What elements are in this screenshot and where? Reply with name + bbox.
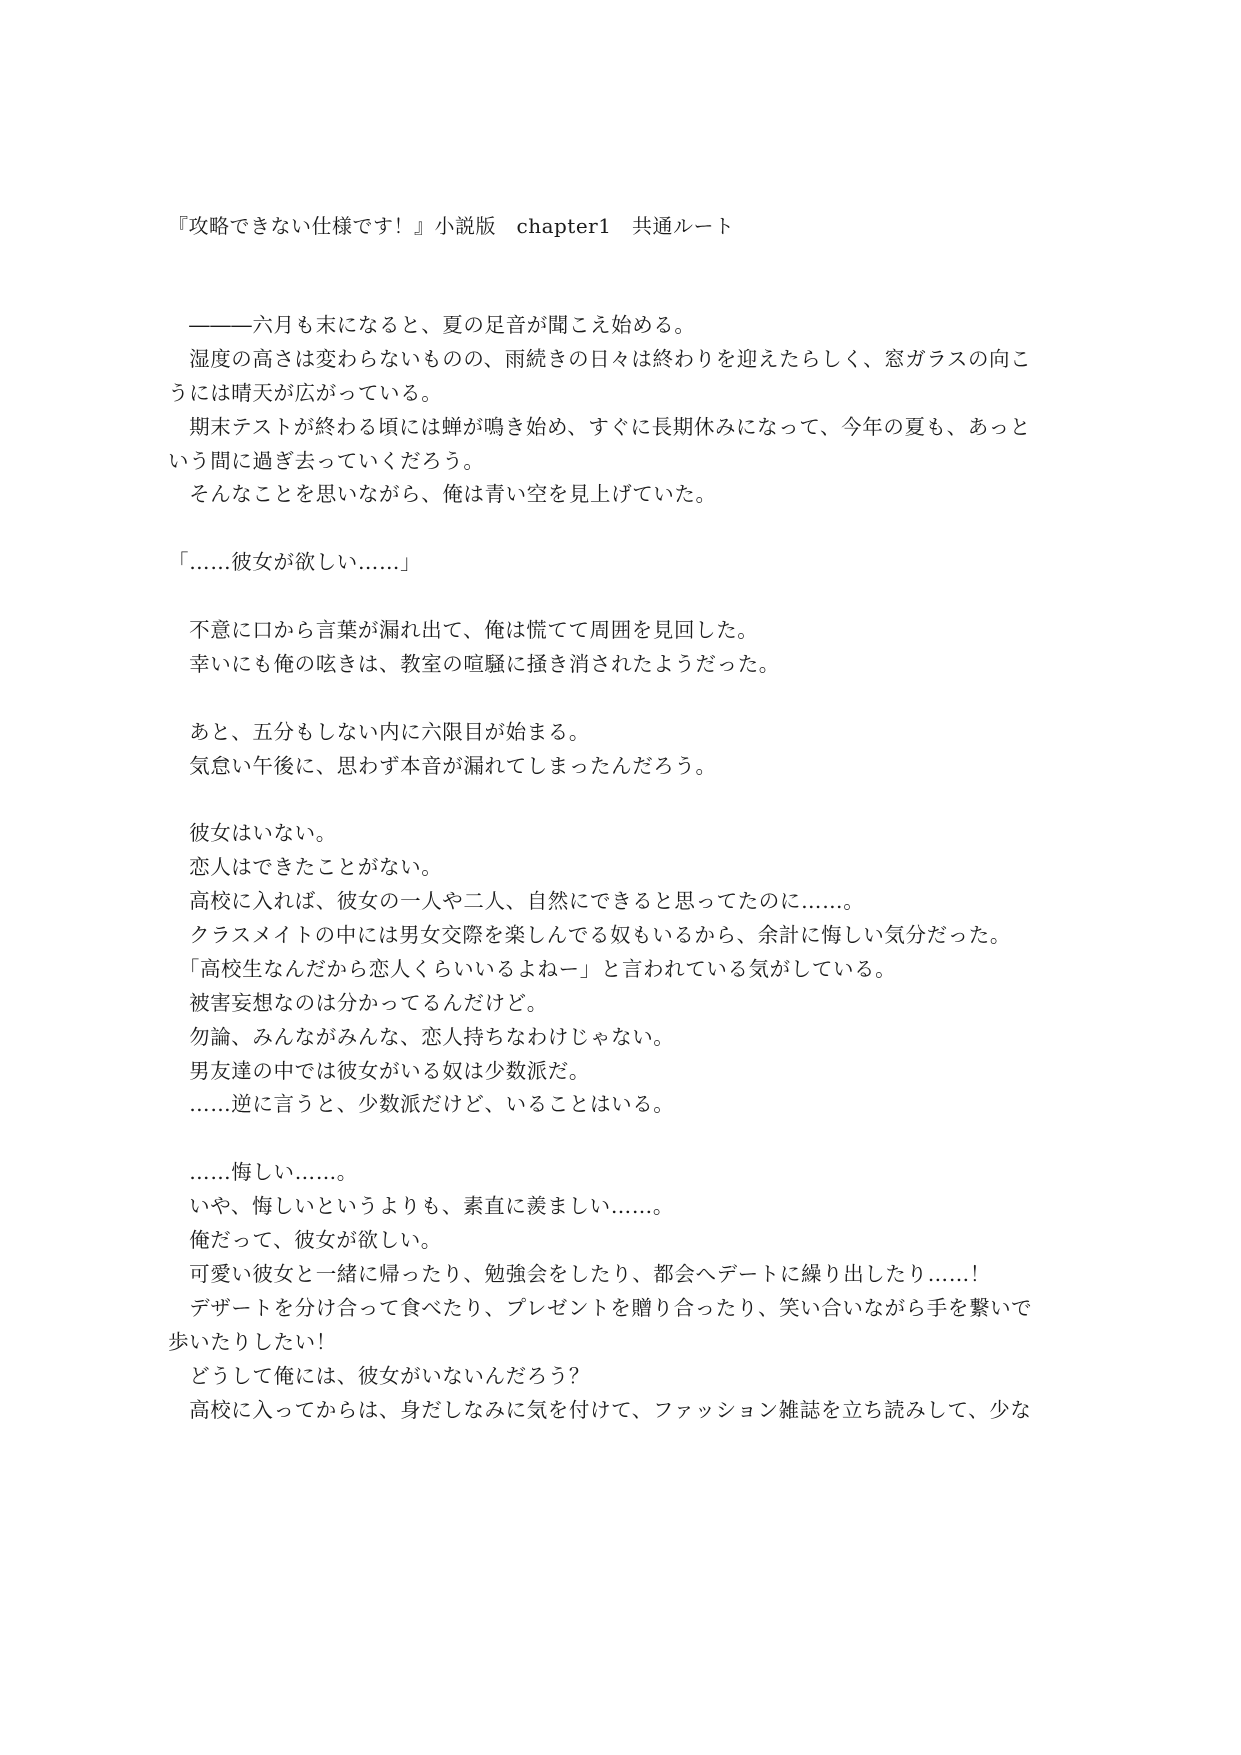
text-line: デザートを分け合って食べたり、プレゼントを贈り合ったり、笑い合いながら手を繋いで [168, 1295, 1033, 1320]
text-line: 湿度の高さは変わらないものの、雨続きの日々は終わりを迎えたらしく、窓ガラスの向こ [168, 346, 1032, 371]
text-line: 歩いたりしたい！ [168, 1329, 337, 1354]
blank-line [168, 1122, 968, 1156]
text-line: そんなことを思いながら、俺は青い空を見上げていた。 [168, 482, 717, 507]
text-line: 恋人はできたことがない。 [168, 855, 443, 880]
text-line: うには晴天が広がっている。 [168, 380, 443, 405]
document-title: 『攻略できない仕様です！』小説版 chapter1 共通ルート [168, 214, 735, 238]
text-line: 「高校生なんだから恋人くらいいるよねー」と言われている気がしている。 [168, 956, 897, 981]
blank-line [168, 580, 968, 614]
text-line: いや、悔しいというよりも、素直に羨ましい……。 [168, 1194, 674, 1219]
text-line: 幸いにも俺の呟きは、教室の喧騒に掻き消されたようだった。 [168, 651, 780, 676]
text-line: クラスメイトの中には男女交際を楽しんでる奴もいるから、余計に悔しい気分だった。 [168, 923, 1011, 948]
text-line: 可愛い彼女と一緒に帰ったり、勉強会をしたり、都会へデートに繰り出したり……！ [168, 1261, 991, 1286]
text-line: 被害妄想なのは分かってるんだけど。 [168, 990, 548, 1015]
text-line: 男友達の中では彼女がいる奴は少数派だ。 [168, 1058, 590, 1083]
text-line: ……悔しい……。 [168, 1160, 358, 1185]
text-line: あと、五分もしない内に六限目が始まる。 [168, 719, 590, 744]
document-body [168, 309, 1033, 1427]
text-line: ―――六月も末になると、夏の足音が聞こえ始める。 [168, 313, 696, 337]
blank-line [168, 512, 968, 546]
text-line: 彼女はいない。 [168, 821, 337, 846]
text-line: 高校に入れば、彼女の一人や二人、自然にできると思ってたのに……。 [168, 889, 865, 914]
text-line: どうして俺には、彼女がいないんだろう？ [168, 1363, 590, 1388]
text-line: 勿論、みんながみんな、恋人持ちなわけじゃない。 [168, 1024, 675, 1049]
text-line: 不意に口から言葉が漏れ出て、俺は慌てて周囲を見回した。 [168, 618, 759, 643]
blank-line [168, 783, 968, 817]
text-line: 俺だって、彼女が欲しい。 [168, 1228, 442, 1253]
blank-line [168, 682, 968, 716]
text-line: ……逆に言うと、少数派だけど、いることはいる。 [168, 1092, 675, 1117]
text-line: 期末テストが終わる頃には蝉が鳴き始め、すぐに長期休みになって、今年の夏も、あっと [168, 414, 1031, 439]
text-line: 気怠い午後に、思わず本音が漏れてしまったんだろう。 [168, 753, 717, 778]
text-line: 高校に入ってからは、身だしなみに気を付けて、ファッション雑誌を立ち読みして、少な [168, 1397, 1032, 1422]
text-line: いう間に過ぎ去っていくだろう。 [168, 448, 485, 473]
text-line: 「……彼女が欲しい……」 [168, 550, 422, 575]
